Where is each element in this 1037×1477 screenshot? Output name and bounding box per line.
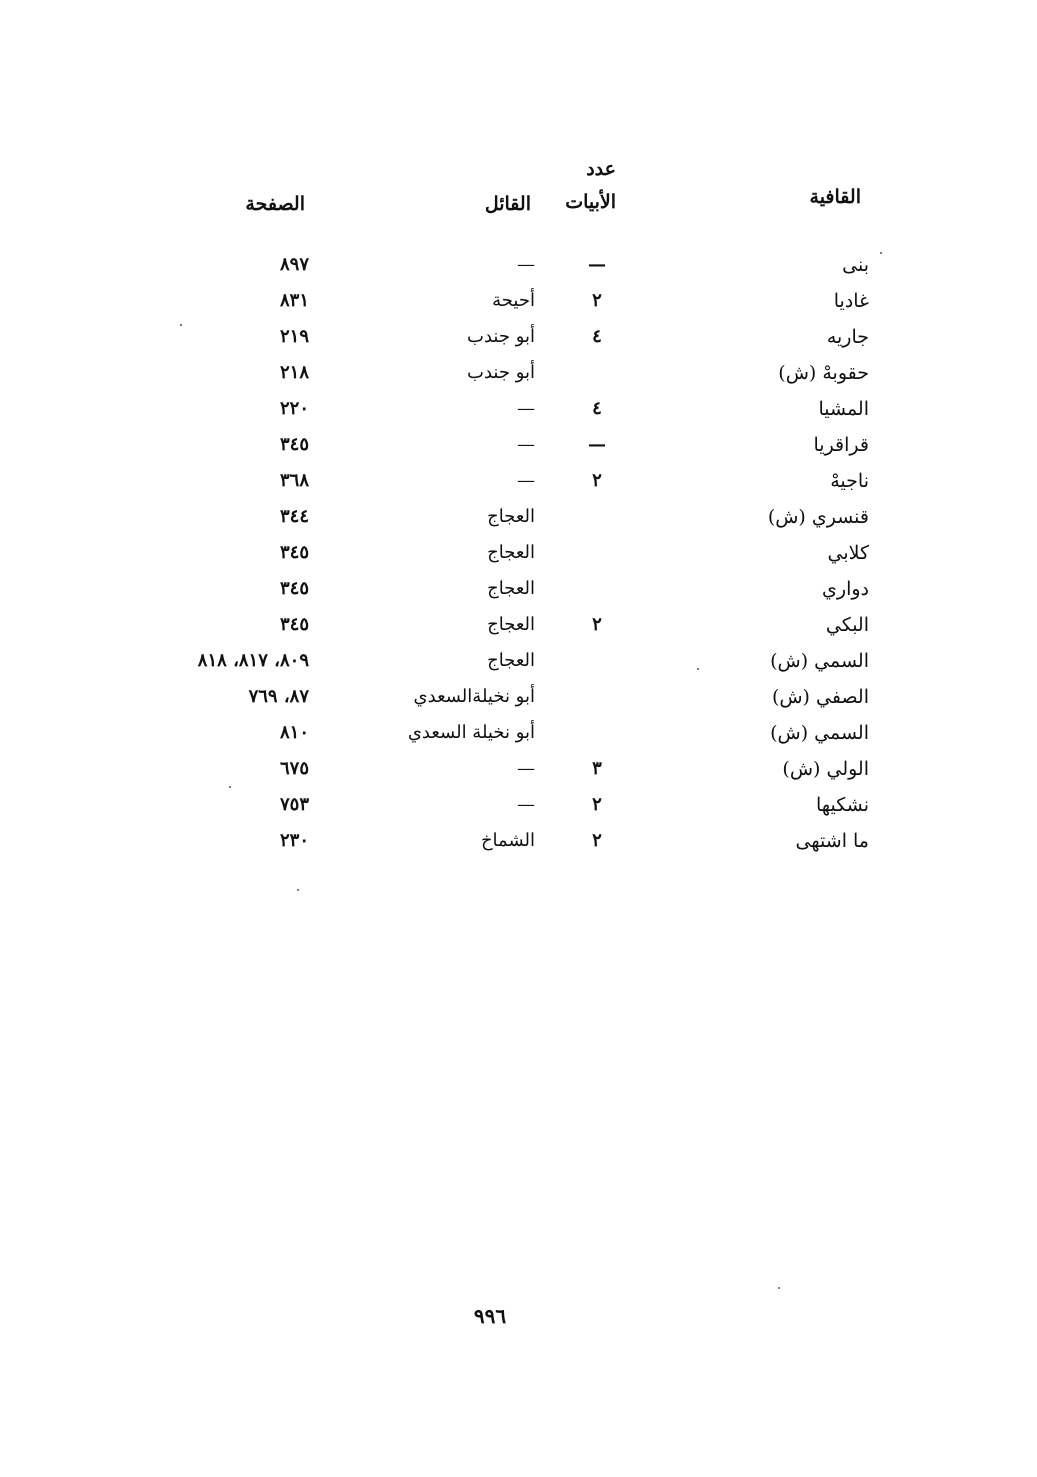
- poet-cell: —: [517, 254, 535, 275]
- scan-speck: [180, 324, 182, 326]
- table-row: [0, 392, 1037, 428]
- rhyme-cell: ناجيهْ: [830, 470, 869, 492]
- poet-cell: العجاج: [487, 578, 535, 599]
- header-page: الصفحة: [245, 193, 305, 215]
- table-row: [0, 428, 1037, 464]
- rhyme-cell: كلابي: [827, 542, 869, 564]
- page-ref-cell: ٢١٩: [279, 326, 309, 347]
- page-ref-cell: ٢٣٠: [279, 830, 309, 851]
- table-row: [0, 356, 1037, 392]
- table-row: [0, 500, 1037, 536]
- poet-cell: العجاج: [487, 506, 535, 527]
- page-ref-cell: ٣٤٥: [279, 542, 309, 563]
- page-ref-cell: ٧٥٣: [279, 794, 309, 815]
- page-ref-cell: ٨٠٩، ٨١٧، ٨١٨: [197, 650, 309, 671]
- scan-speck: [778, 1287, 780, 1289]
- poet-cell: —: [517, 794, 535, 815]
- scan-speck: [880, 252, 882, 254]
- poet-cell: العجاج: [487, 614, 535, 635]
- rhyme-cell: دواري: [822, 578, 869, 600]
- page-ref-cell: ٢٢٠: [279, 398, 309, 419]
- table-row: [0, 536, 1037, 572]
- poet-cell: —: [517, 434, 535, 455]
- page-number: ٩٩٦: [473, 1304, 507, 1328]
- table-row: [0, 608, 1037, 644]
- rhyme-cell: الولي (ش): [782, 758, 869, 780]
- scan-speck: [229, 786, 231, 788]
- verses-count-cell: ٢: [592, 614, 602, 635]
- header-verses-line1: عدد: [586, 158, 616, 180]
- table-row: [0, 644, 1037, 680]
- rhyme-cell: ما اشتهى: [795, 830, 869, 852]
- verses-count-cell: —: [588, 434, 606, 455]
- table-row: [0, 320, 1037, 356]
- poet-cell: أحيحة: [492, 290, 535, 311]
- page-ref-cell: ٨٧، ٧٦٩: [248, 686, 309, 707]
- header-rhyme: القافية: [809, 186, 861, 208]
- table-row: [0, 752, 1037, 788]
- poet-cell: —: [517, 398, 535, 419]
- verses-count-cell: ٢: [592, 794, 602, 815]
- poet-cell: —: [517, 470, 535, 491]
- poet-cell: أبو جندب: [467, 326, 535, 347]
- page-ref-cell: ٣٤٥: [279, 578, 309, 599]
- table-row: [0, 680, 1037, 716]
- verses-count-cell: ٤: [592, 326, 602, 347]
- page-ref-cell: ٣٤٥: [279, 614, 309, 635]
- rhyme-cell: قنسري (ش): [767, 506, 869, 528]
- poet-cell: أبو نخيلة السعدي: [407, 722, 535, 743]
- verses-count-cell: ٢: [592, 830, 602, 851]
- rhyme-cell: السمي (ش): [770, 722, 869, 744]
- table-row: [0, 284, 1037, 320]
- table-row: [0, 464, 1037, 500]
- poet-cell: —: [517, 758, 535, 779]
- page-ref-cell: ٣٤٥: [279, 434, 309, 455]
- page-ref-cell: ٨٣١: [279, 290, 309, 311]
- rhyme-cell: المشيا: [818, 398, 869, 420]
- verses-count-cell: ٢: [592, 290, 602, 311]
- verses-count-cell: ٤: [592, 398, 602, 419]
- rhyme-cell: حقوبهْ (ش): [778, 362, 869, 384]
- page-ref-cell: ٣٦٨: [279, 470, 309, 491]
- table-row: [0, 824, 1037, 860]
- rhyme-cell: غاديا: [833, 290, 869, 312]
- poet-cell: العجاج: [487, 650, 535, 671]
- scan-speck: [297, 889, 299, 891]
- verses-count-cell: ٣: [592, 758, 602, 779]
- page-ref-cell: ٢١٨: [279, 362, 309, 383]
- verses-count-cell: —: [588, 254, 606, 275]
- rhyme-cell: قراقريا: [813, 434, 869, 456]
- table-row: [0, 716, 1037, 752]
- page-ref-cell: ٨١٠: [279, 722, 309, 743]
- rhyme-cell: الصفي (ش): [771, 686, 869, 708]
- page-ref-cell: ٨٩٧: [279, 254, 309, 275]
- rhyme-cell: نشكيها: [815, 794, 869, 816]
- rhyme-cell: البكي: [825, 614, 869, 636]
- verses-count-cell: ٢: [592, 470, 602, 491]
- rhyme-cell: بنى: [842, 254, 869, 276]
- table-row: [0, 572, 1037, 608]
- rhyme-cell: السمي (ش): [770, 650, 869, 672]
- header-verses-line2: الأبيات: [565, 191, 616, 213]
- poet-cell: العجاج: [487, 542, 535, 563]
- page-ref-cell: ٦٧٥: [279, 758, 309, 779]
- rhyme-cell: جاريه: [826, 326, 869, 348]
- index-table: [0, 248, 1037, 860]
- poet-cell: الشماخ: [480, 830, 535, 851]
- poet-cell: أبو جندب: [467, 362, 535, 383]
- page-ref-cell: ٣٤٤: [279, 506, 309, 527]
- poet-cell: أبو نخيلةالسعدي: [413, 686, 535, 707]
- header-poet: القائل: [484, 193, 531, 215]
- scan-speck: [697, 668, 699, 670]
- table-row: [0, 788, 1037, 824]
